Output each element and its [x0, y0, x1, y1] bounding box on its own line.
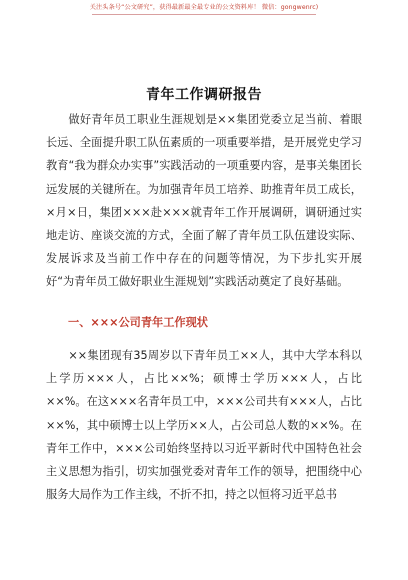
watermark-divider: [92, 14, 316, 15]
intro-paragraph: 做好青年员工职业生涯规划是××集团党委立足当前、着眼长远、全面提升职工队伍素质的一项重要举措，是开展党史学习教育“我为群众办实事”实践活动的一项重要内容，是事关集团长远发展的关键所在。为加强青年员工培养、助推青年员工成长，×月×日，集团×××赴×××就青年工作开展调研，调研通过实地走访、座谈交流的方式，全面了解了青年员工队伍建设实际、发展诉求及当前工作中存在的问题等情况，为下步扎实开展好“为青年员工做好职业生涯规划”实践活动奠定了良好基础。: [46, 113, 362, 289]
watermark-banner: 关注头条号“公文研究”，获得最新最全最专业的公文资料库！ 微信：gongwenrc): [89, 4, 319, 11]
document-title: 青年工作调研报告: [146, 87, 262, 103]
status-paragraph: ××集团现有35周岁以下青年员工××人，其中大学本科以上学历×××人，占比××%；硕博士学历×××人，占比××%。在这×××名青年员工中，×××公司共有×××人，占比××%，其中硕博士以上学历××人，占公司总人数的××%。在青年工作中，×××公司始终坚持以习近平新时代中国特色社会主义思想为指引，切实加强党委对青年工作的领导，把围绕中心服务大局作为工作主线，不折不扣，持之以恒将习近平总书: [46, 349, 362, 502]
section-heading: 一、×××公司青年工作现状: [68, 316, 208, 329]
